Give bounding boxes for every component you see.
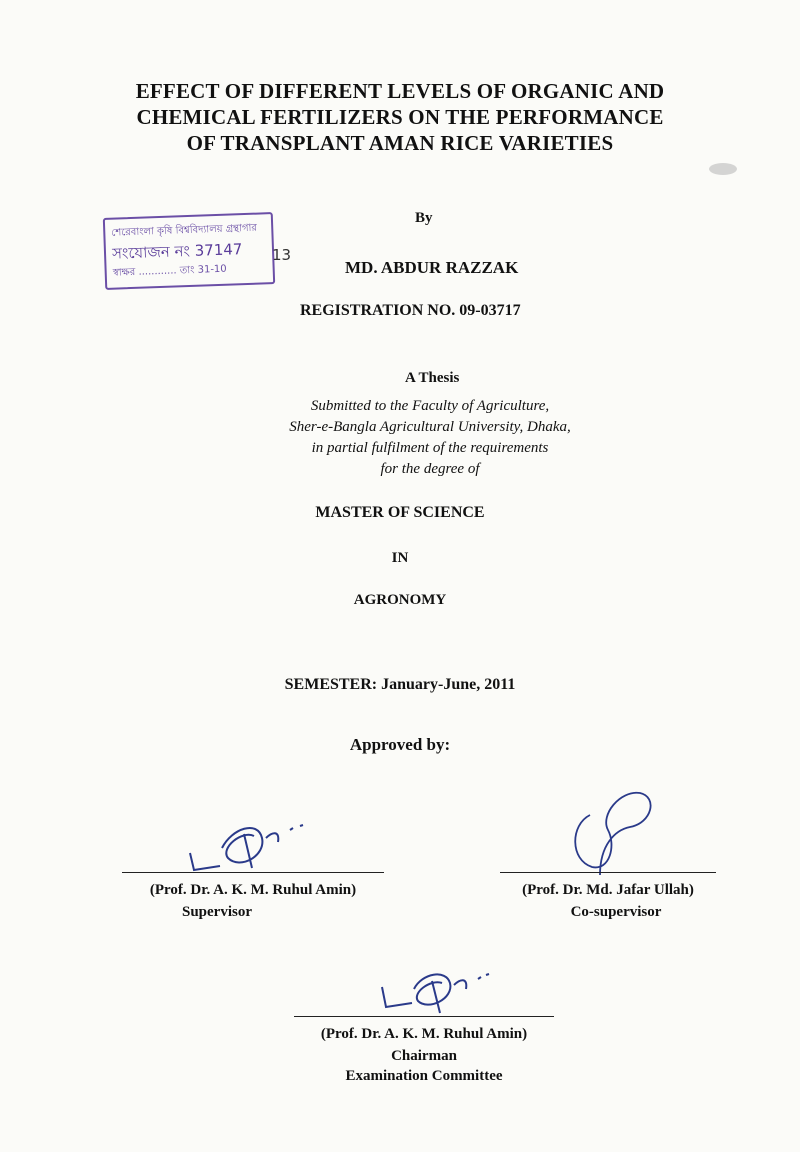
supervisor-signature-line	[122, 872, 384, 873]
committee-name: Examination Committee	[345, 1068, 503, 1084]
co-supervisor-signature-line	[500, 872, 716, 873]
submission-statement	[220, 396, 640, 480]
submission-line: in partial fulfilment of the requirements	[311, 440, 549, 456]
degree-name: MASTER OF SCIENCE	[315, 504, 485, 521]
thesis-title: EFFECT OF DIFFERENT LEVELS OF ORGANIC AND CHEMICAL FERTILIZERS ON THE PERFORMANCE OF TRANSPLANT AMAN RICE VARIETIES	[135, 79, 665, 155]
co-supervisor-signature	[560, 785, 670, 885]
approved-by-label: Approved by:	[349, 735, 451, 754]
stamp-line-2: সংযোজন নং 37147	[111, 240, 243, 263]
chairman-name: (Prof. Dr. A. K. M. Ruhul Amin)	[320, 1026, 528, 1042]
subject-name: AGRONOMY	[353, 592, 447, 608]
stamp-line-1: শেরেবাংলা কৃষি বিশ্ববিদ্যালয় গ্রন্থাগার	[111, 222, 258, 239]
by-label: By	[415, 210, 433, 226]
registration-number: REGISTRATION NO. 09-03717	[300, 302, 521, 319]
submission-line: for the degree of	[380, 461, 480, 477]
supervisor-name: (Prof. Dr. A. K. M. Ruhul Amin)	[149, 882, 357, 898]
chairman-signature-line	[294, 1016, 554, 1017]
author-name: MD. ABDUR RAZZAK	[345, 258, 519, 277]
co-supervisor-name: (Prof. Dr. Md. Jafar Ullah)	[522, 882, 694, 898]
co-supervisor-role: Co-supervisor	[570, 904, 662, 920]
stamp-handwritten-note: 13	[272, 246, 292, 264]
submission-line: Submitted to the Faculty of Agriculture,	[310, 398, 550, 414]
scan-smudge	[705, 160, 745, 178]
library-stamp	[103, 212, 275, 290]
stamp-line-3: স্বাক্ষর ............ তাং 31-10	[112, 263, 227, 279]
in-label: IN	[391, 550, 409, 566]
supervisor-role: Supervisor	[181, 904, 252, 920]
chairman-role: Chairman	[391, 1048, 457, 1064]
semester: SEMESTER: January-June, 2011	[284, 676, 516, 693]
supervisor-signature	[180, 808, 320, 878]
submission-line: Sher-e-Bangla Agricultural University, Dhaka,	[289, 419, 571, 435]
thesis-label: A Thesis	[405, 370, 460, 386]
